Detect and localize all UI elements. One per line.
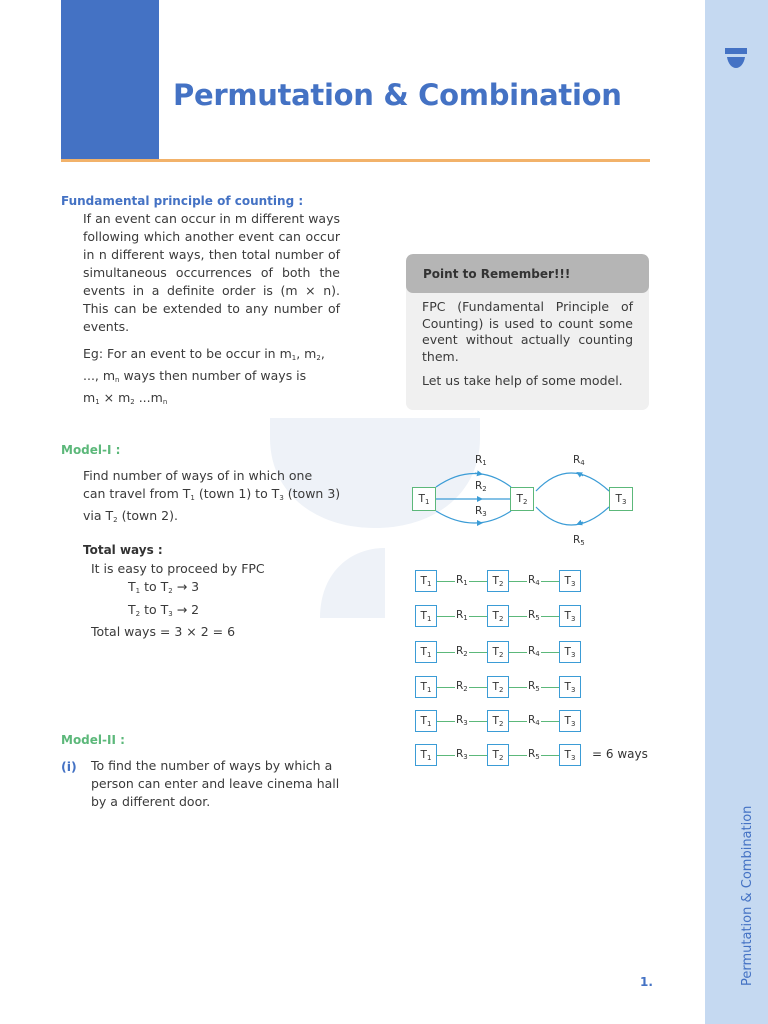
point-to-remember-header (406, 254, 649, 293)
model-1-heading: Model-I : (61, 443, 121, 457)
town-t1-node: $T_1$ (412, 487, 436, 511)
fpc-heading: Fundamental principle of counting : (61, 194, 304, 208)
total-ways-result: Total ways = 3 × 2 = 6 (91, 624, 236, 639)
step-t2-t3: $T_2$ to $T_3 \to 2$ (128, 602, 200, 618)
path-list (405, 560, 650, 778)
header-color-block (61, 0, 159, 160)
route-r4-label: $R_4$ (573, 454, 585, 467)
path-route-a: $R_3$ (456, 748, 468, 761)
path-t1: $T_1$ (415, 570, 437, 592)
path-t1: $T_1$ (415, 676, 437, 698)
path-t3: $T_3$ (559, 641, 581, 663)
path-t1: $T_1$ (415, 710, 437, 732)
route-r3-label: $R_3$ (475, 505, 487, 518)
header-divider (61, 159, 650, 162)
path-route-a: $R_1$ (456, 609, 468, 622)
path-route-a: $R_3$ (456, 714, 468, 727)
path-route-b: $R_5$ (528, 680, 540, 693)
path-t3: $T_3$ (559, 676, 581, 698)
unacademy-logo-icon (722, 45, 750, 71)
path-t2: $T_2$ (487, 676, 509, 698)
six-ways-label: = 6 ways (592, 747, 648, 761)
page-number: 1. (640, 975, 653, 989)
model-2-text: To find the number of ways by which a person can enter and leave cinema hall by a different door. (91, 758, 340, 809)
path-route-a: $R_1$ (456, 574, 468, 587)
fpc-example: Eg: For an event to be occur in $m_1$, $m_2$, ..., $m_n$ ways then number of ways is $m_1 \times m_2$ $...m_n$ (83, 346, 325, 406)
path-route-b: $R_4$ (528, 574, 540, 587)
model-1-question: Find number of ways of in which one can travel from $T_1$ (town 1) to $T_3$ (town 3) via $T_2$ (town 2). (83, 468, 341, 524)
remember-text-2: Let us take help of some model. (422, 373, 623, 388)
path-t3: $T_3$ (559, 605, 581, 627)
route-r2-label: $R_2$ (475, 480, 487, 493)
path-route-b: $R_5$ (528, 748, 540, 761)
model-2-item-label: (i) (61, 759, 77, 774)
route-r5-label: $R_5$ (573, 534, 585, 547)
path-route-a: $R_2$ (456, 680, 468, 693)
point-to-remember-heading: Point to Remember!!! (423, 267, 571, 281)
path-t2: $T_2$ (487, 744, 509, 766)
model-2-heading: Model-II : (61, 733, 125, 747)
path-t1: $T_1$ (415, 641, 437, 663)
path-t3: $T_3$ (559, 744, 581, 766)
total-ways-heading: Total ways : (83, 543, 163, 557)
side-bar (705, 0, 768, 1024)
path-t2: $T_2$ (487, 570, 509, 592)
path-t2: $T_2$ (487, 710, 509, 732)
path-route-b: $R_4$ (528, 714, 540, 727)
fpc-paragraph: If an event can occur in m different ways following which another event can occur in n different ways, then total number of simultaneous occurrences of both the events in a definite order is (m × n). This can be extended to any number of events. (83, 211, 340, 334)
path-t3: $T_3$ (559, 710, 581, 732)
route-r1-label: $R_1$ (475, 454, 487, 467)
town-t2-node: $T_2$ (510, 487, 534, 511)
remember-text-1: FPC (Fundamental Principle of Counting) is used to count some event without actually counting them. (422, 299, 633, 364)
path-t2: $T_2$ (487, 641, 509, 663)
path-t1: $T_1$ (415, 605, 437, 627)
side-running-title: Permutation & Combination (740, 805, 755, 986)
fpc-note: It is easy to proceed by FPC (91, 561, 265, 576)
path-t3: $T_3$ (559, 570, 581, 592)
path-route-a: $R_2$ (456, 645, 468, 658)
path-t1: $T_1$ (415, 744, 437, 766)
step-t1-t2: $T_1$ to $T_2 \to 3$ (128, 579, 200, 595)
page-title: Permutation & Combination (173, 78, 622, 112)
path-route-b: $R_5$ (528, 609, 540, 622)
town-t3-node: $T_3$ (609, 487, 633, 511)
point-to-remember-box (406, 254, 649, 410)
path-route-b: $R_4$ (528, 645, 540, 658)
path-t2: $T_2$ (487, 605, 509, 627)
